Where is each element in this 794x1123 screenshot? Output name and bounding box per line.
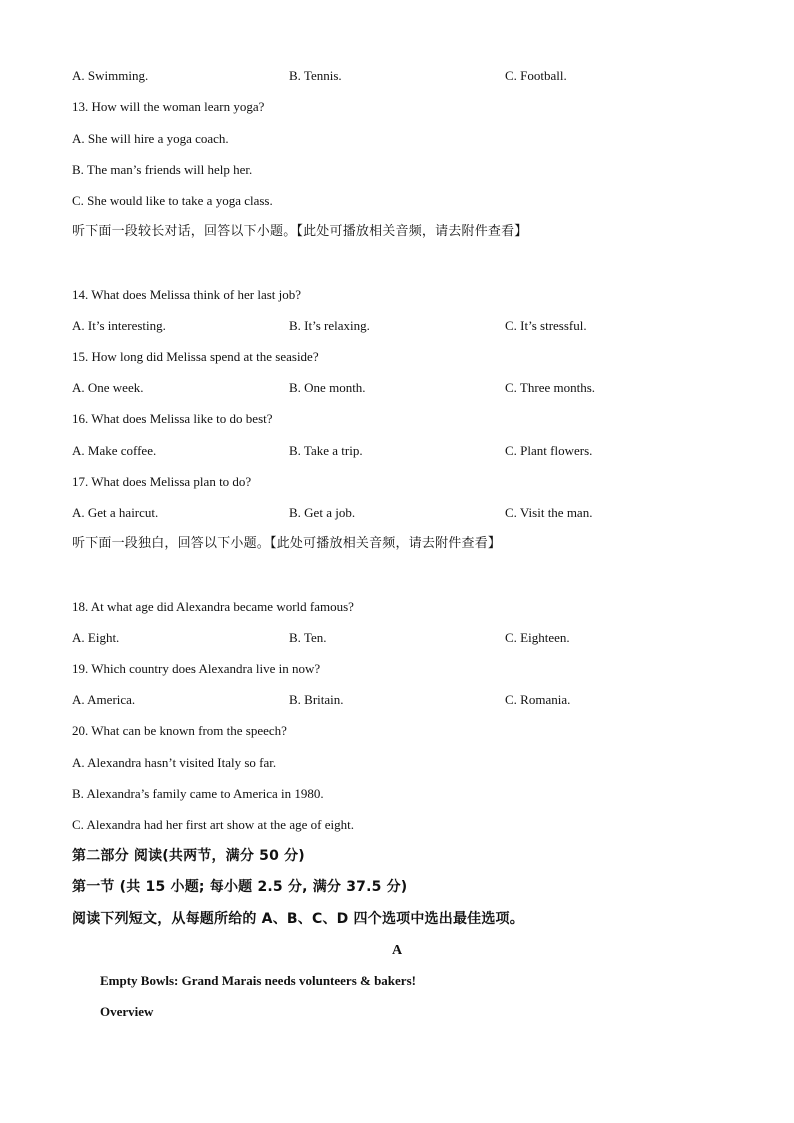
- q16-option-c: C. Plant flowers.: [505, 443, 593, 458]
- passage-letter: A: [391, 943, 403, 958]
- q15-option-b: B. One month.: [289, 380, 366, 395]
- q13-option-b: B. The man’s friends will help her.: [72, 162, 253, 177]
- passage-subheading: Overview: [100, 1004, 154, 1019]
- q15-question: 15. How long did Melissa spend at the seaside?: [72, 349, 319, 364]
- q13-question: 13. How will the woman learn yoga?: [72, 99, 265, 114]
- q17-option-a: A. Get a haircut.: [72, 505, 159, 520]
- q15-option-a: A. One week.: [72, 380, 144, 395]
- q16-question: 16. What does Melissa like to do best?: [72, 411, 273, 426]
- instruction-long-dialogue: 听下面一段较长对话，回答以下小题。【此处可播放相关音频，请去附件查看】: [72, 224, 528, 239]
- q12-option-a: A. Swimming.: [72, 68, 149, 83]
- q18-question: 18. At what age did Alexandra became world famous?: [72, 599, 354, 614]
- q17-question: 17. What does Melissa plan to do?: [72, 474, 252, 489]
- q12-option-b: B. Tennis.: [289, 68, 342, 83]
- section1-heading: 第一节 (共 15 小题; 每小题 2.5 分, 满分 37.5 分): [72, 879, 408, 895]
- q17-option-b: B. Get a job.: [289, 505, 356, 520]
- passage-title: Empty Bowls: Grand Marais needs volunteers & bakers!: [100, 973, 416, 988]
- q15-option-c: C. Three months.: [505, 380, 596, 395]
- q18-option-b: B. Ten.: [289, 630, 327, 645]
- q14-option-c: C. It’s stressful.: [505, 318, 587, 333]
- q17-option-c: C. Visit the man.: [505, 505, 593, 520]
- instruction-monologue: 听下面一段独白，回答以下小题。【此处可播放相关音频，请去附件查看】: [72, 536, 502, 551]
- q18-option-c: C. Eighteen.: [505, 630, 570, 645]
- q19-option-c: C. Romania.: [505, 692, 571, 707]
- q19-option-a: A. America.: [72, 692, 136, 707]
- q16-option-b: B. Take a trip.: [289, 443, 363, 458]
- q14-option-b: B. It’s relaxing.: [289, 318, 370, 333]
- q16-option-a: A. Make coffee.: [72, 443, 157, 458]
- q19-option-b: B. Britain.: [289, 692, 344, 707]
- part2-heading: 第二部分 阅读(共两节，满分 50 分): [72, 848, 305, 864]
- q20-option-c: C. Alexandra had her first art show at the age of eight.: [72, 817, 354, 832]
- q13-option-c: C. She would like to take a yoga class.: [72, 193, 273, 208]
- q20-option-b: B. Alexandra’s family came to America in 1980.: [72, 786, 324, 801]
- q18-option-a: A. Eight.: [72, 630, 120, 645]
- q12-option-c: C. Football.: [505, 68, 567, 83]
- reading-instruction: 阅读下列短文，从每题所给的 A、B、C、D 四个选项中选出最佳选项。: [72, 911, 524, 927]
- q13-option-a: A. She will hire a yoga coach.: [72, 131, 229, 146]
- q14-question: 14. What does Melissa think of her last job?: [72, 287, 302, 302]
- q20-question: 20. What can be known from the speech?: [72, 723, 287, 738]
- q14-option-a: A. It’s interesting.: [72, 318, 166, 333]
- q20-option-a: A. Alexandra hasn’t visited Italy so far.: [72, 755, 277, 770]
- q19-question: 19. Which country does Alexandra live in now?: [72, 661, 321, 676]
